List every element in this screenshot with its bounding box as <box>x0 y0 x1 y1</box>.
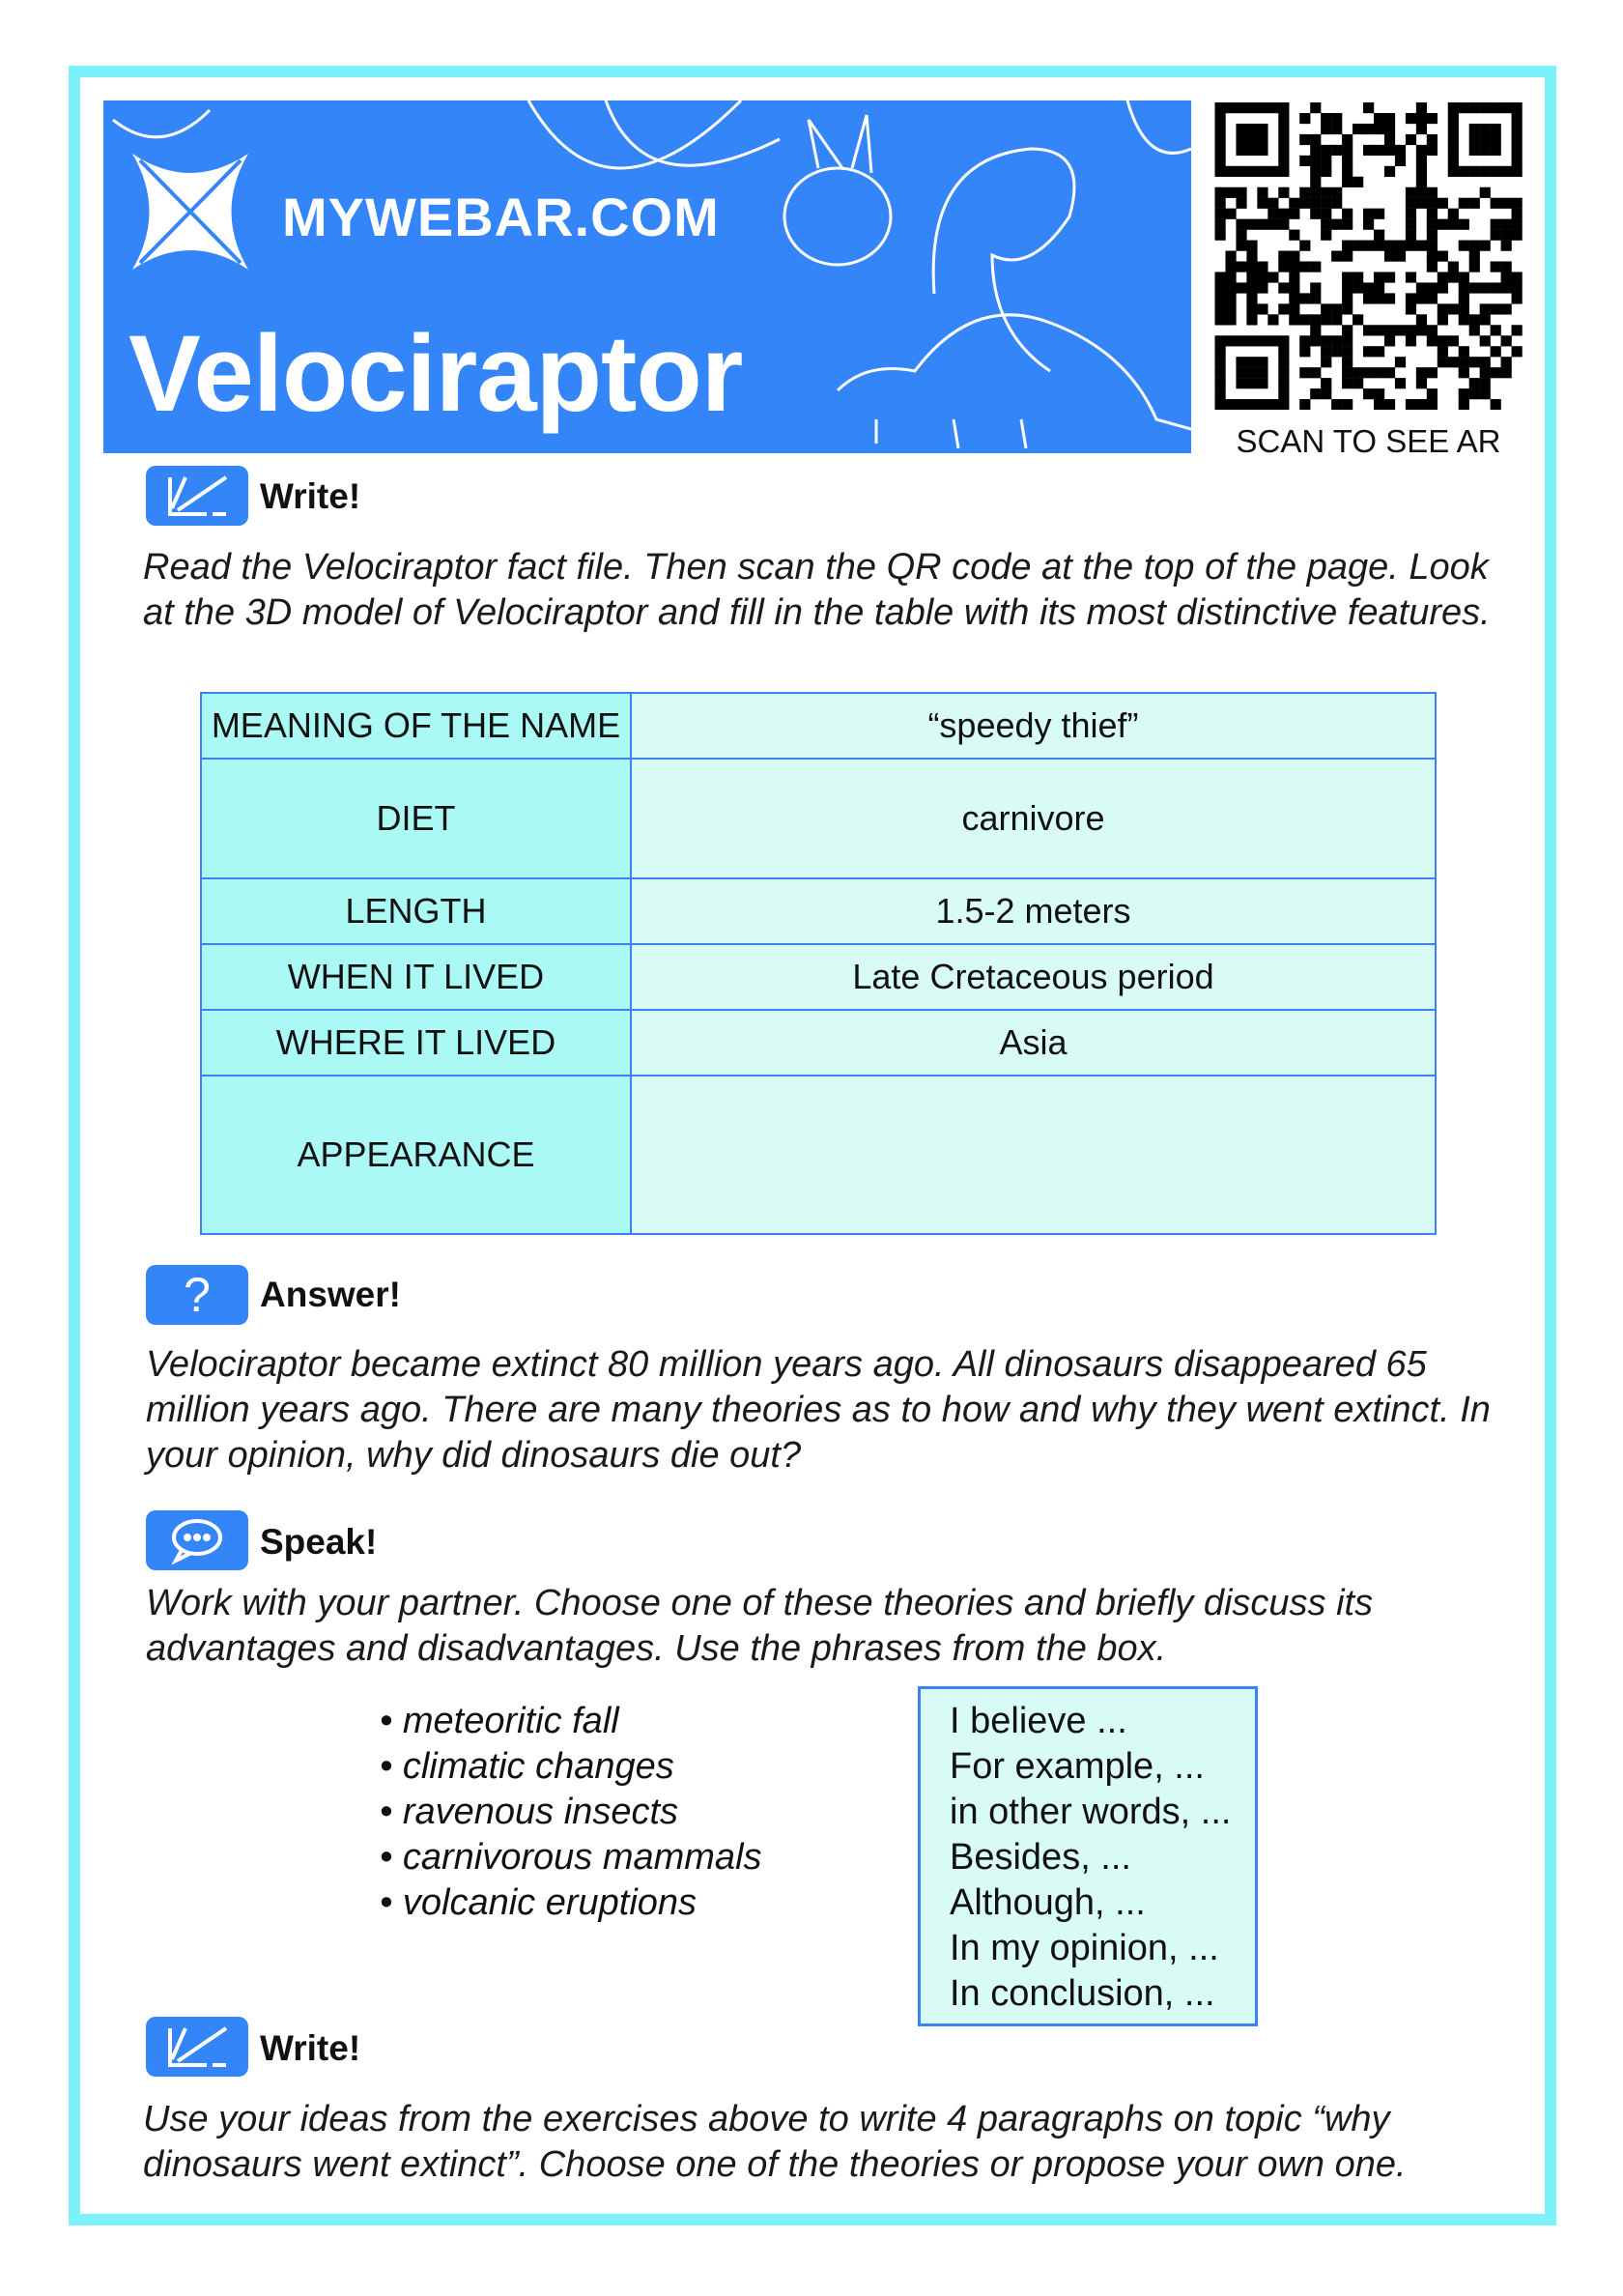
writing-task-text: Use your ideas from the exercises above to write 4 paragraphs on topic “why dinosaurs went extinct”. Choose one of the theories or propose your own one. <box>143 2099 1407 2185</box>
list-item: I believe ... <box>950 1701 1127 1741</box>
speech-bubble-icon <box>146 1510 248 1570</box>
qr-caption: SCAN TO SEE AR <box>1236 423 1501 459</box>
list-item: • ravenous insects <box>380 1792 679 1832</box>
table-row <box>201 759 1436 878</box>
table-key: WHERE IT LIVED <box>201 1010 631 1076</box>
list-item: Besides, ... <box>950 1837 1131 1878</box>
speak-text: Work with your partner. Choose one of these theories and briefly discuss its advantages and disadvantages. Use the phrases from the box. <box>146 1583 1374 1669</box>
table-row <box>201 1076 1436 1234</box>
qr-code[interactable] <box>1213 102 1523 410</box>
table-value: 1.5-2 meters <box>631 878 1436 944</box>
list-item: In conclusion, ... <box>950 1973 1215 2014</box>
table-value: Asia <box>631 1010 1436 1076</box>
list-item: in other words, ... <box>950 1792 1232 1832</box>
fact-table <box>200 692 1437 1235</box>
list-item: • carnivorous mammals <box>380 1837 762 1878</box>
table-value: Late Cretaceous period <box>631 944 1436 1010</box>
list-item: In my opinion, ... <box>950 1928 1219 1968</box>
section-heading: Write! <box>260 476 361 516</box>
table-value: carnivore <box>631 759 1436 878</box>
table-row <box>201 1010 1436 1076</box>
pencil-icon <box>146 466 248 526</box>
pencil-icon <box>146 2017 248 2077</box>
table-key: APPEARANCE <box>201 1076 631 1234</box>
section-heading: Write! <box>260 2028 361 2068</box>
table-key: LENGTH <box>201 878 631 944</box>
header-banner <box>103 100 1191 453</box>
table-value: “speedy thief” <box>631 693 1436 759</box>
list-item: • volcanic eruptions <box>380 1882 698 1923</box>
question-text: Velociraptor became extinct 80 million years ago. All dinosaurs disappeared 65 million years ago. There are many theories as to how and why they went extinct. In your opinion, why did dinosaurs die out? <box>146 1344 1491 1476</box>
theories-list <box>380 1699 762 1926</box>
list-item: • climatic changes <box>380 1746 674 1787</box>
question-icon: ? <box>146 1265 248 1325</box>
phrases-box <box>918 1686 1258 2026</box>
table-row <box>201 878 1436 944</box>
table-row <box>201 693 1436 759</box>
list-item: • meteoritic fall <box>380 1701 619 1741</box>
appearance-input[interactable] <box>631 1076 1436 1234</box>
dinosaur-illustration-icon <box>103 100 1191 453</box>
list-item: Although, ... <box>950 1882 1146 1923</box>
page-title: Velociraptor <box>128 313 743 434</box>
table-key: DIET <box>201 759 631 878</box>
table-key: WHEN IT LIVED <box>201 944 631 1010</box>
section-heading: Answer! <box>260 1275 401 1314</box>
section-heading: Speak! <box>260 1522 378 1562</box>
table-key: MEANING OF THE NAME <box>201 693 631 759</box>
brand-name: MYWEBAR.COM <box>282 187 720 247</box>
table-row <box>201 944 1436 1010</box>
instruction-text: Read the Velociraptor fact file. Then scan the QR code at the top of the page. Look at the 3D model of Velociraptor and fill in the table with its most distinctive features. <box>143 547 1491 633</box>
list-item: For example, ... <box>950 1746 1205 1787</box>
